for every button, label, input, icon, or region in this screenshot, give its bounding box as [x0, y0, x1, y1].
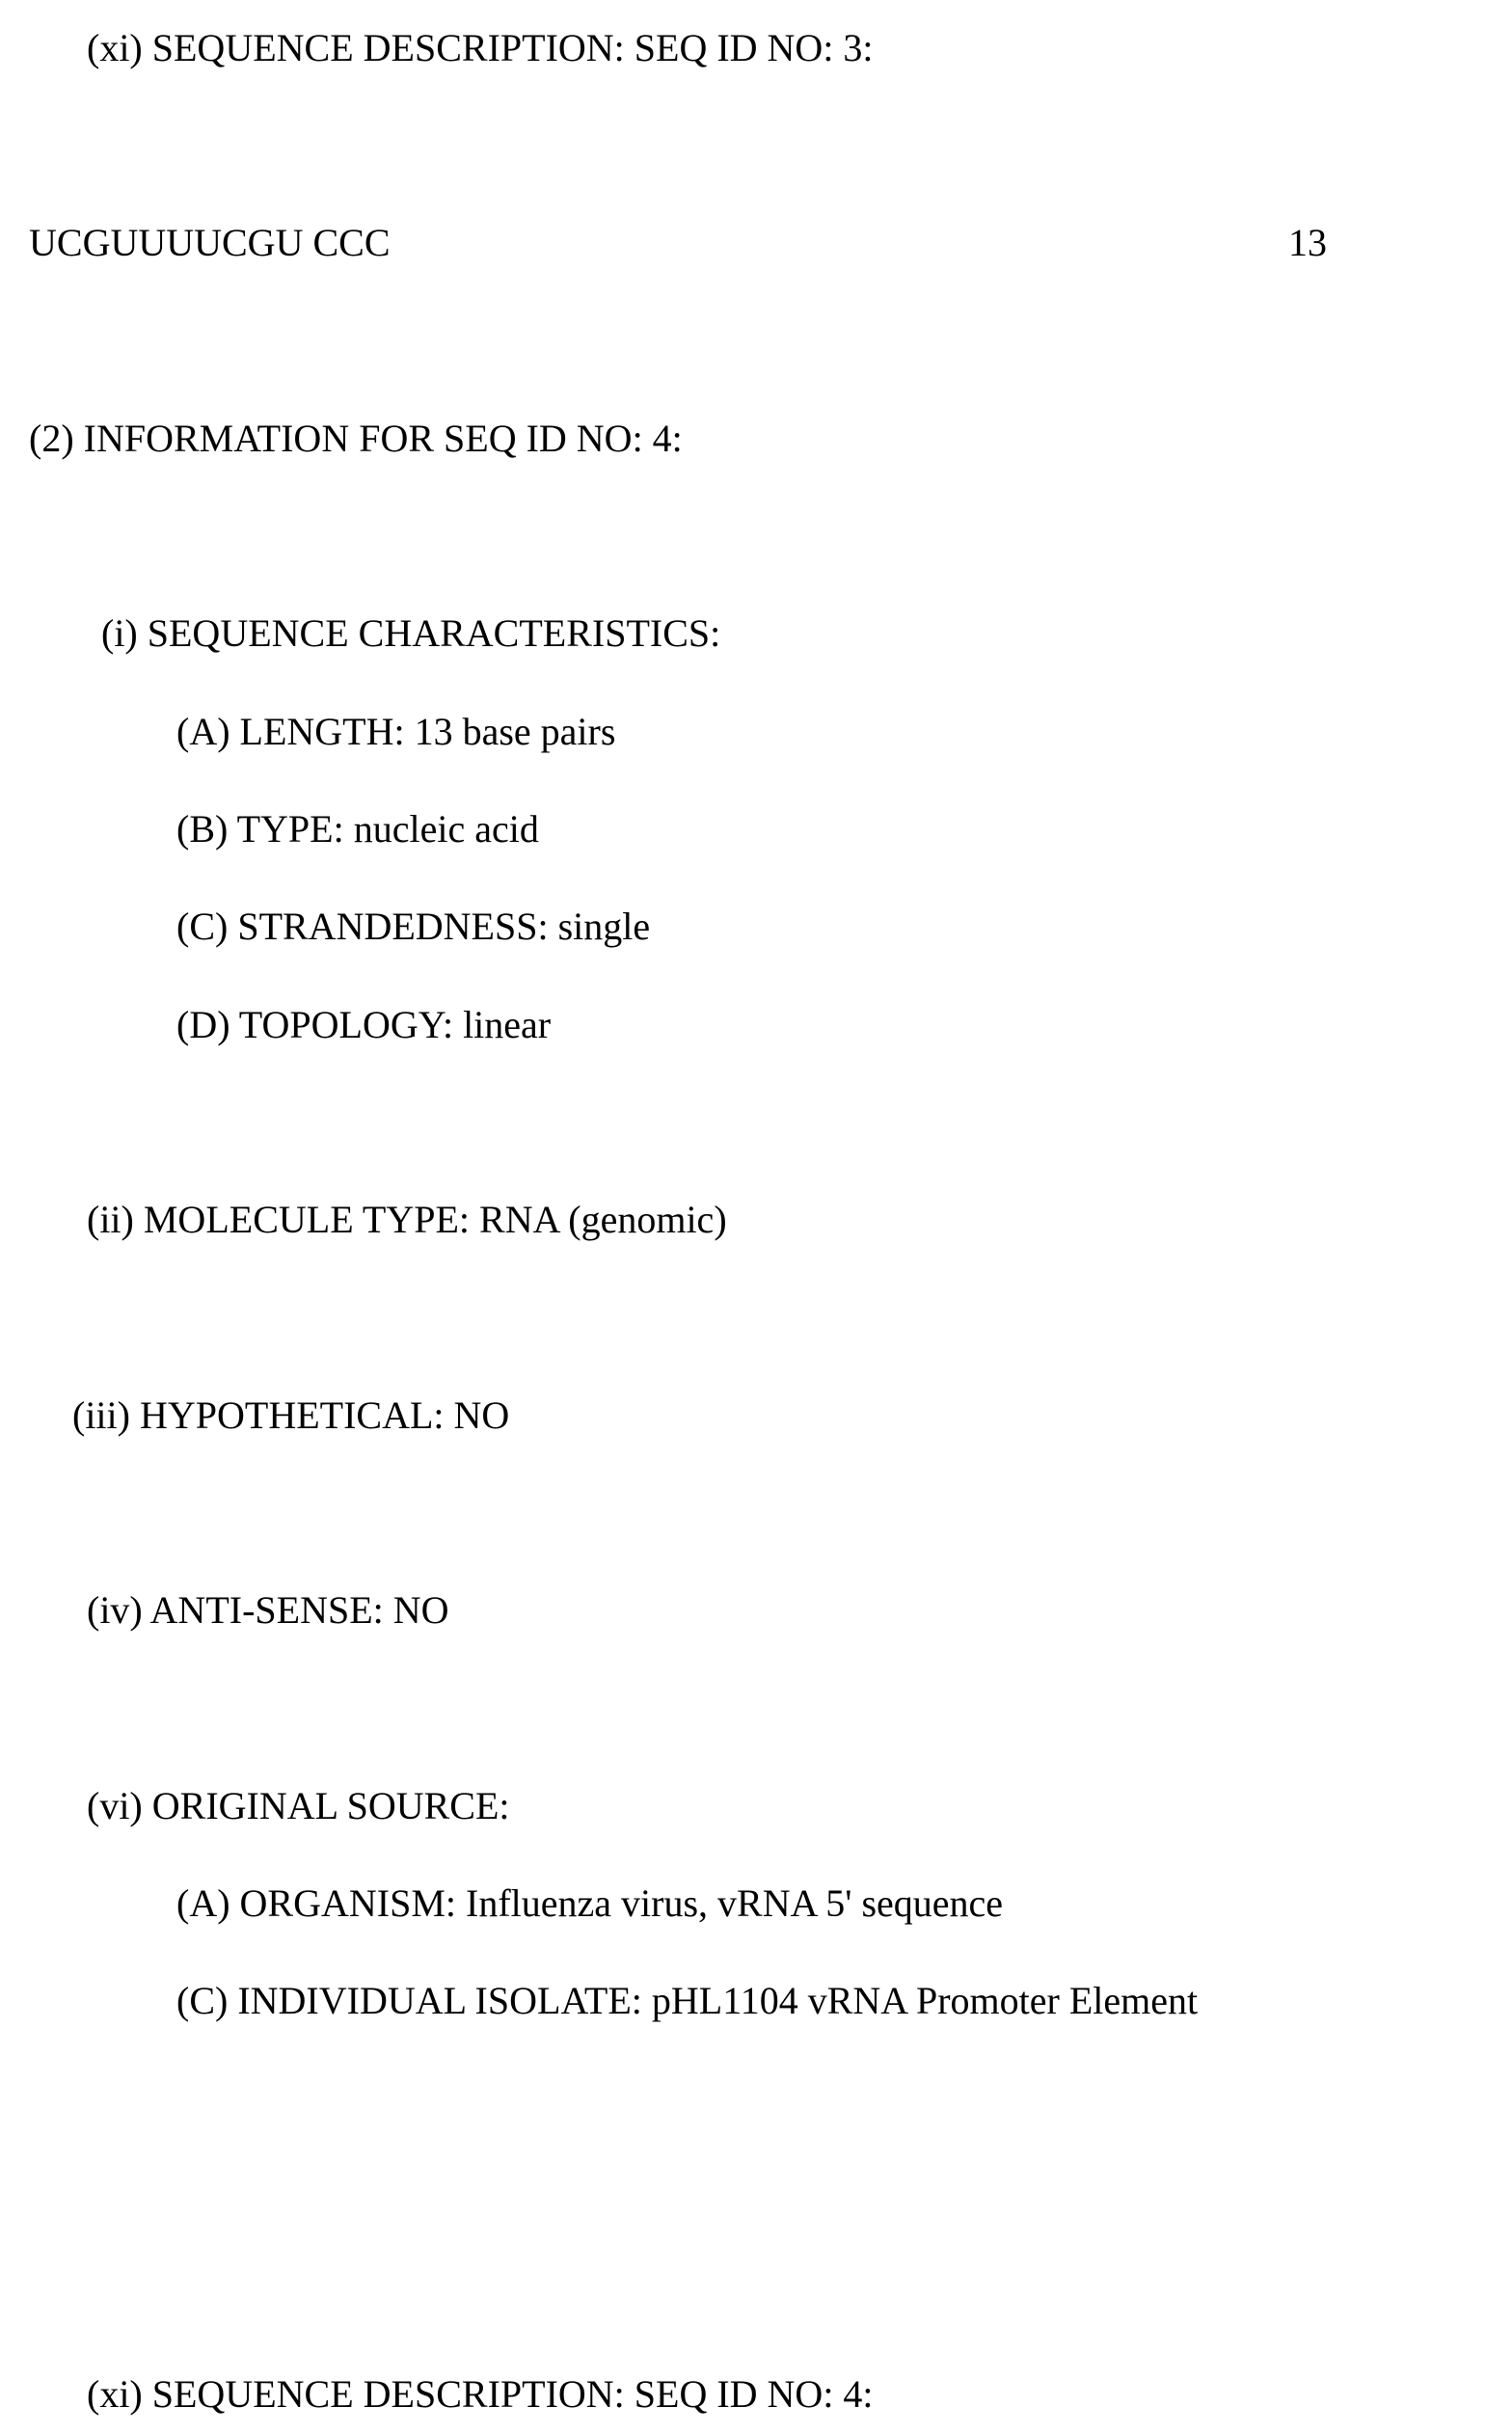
- seq4-original-source: (vi) ORIGINAL SOURCE:: [87, 1784, 510, 1828]
- seq4-topology: (D) TOPOLOGY: linear: [176, 1003, 551, 1047]
- seq3-description-heading: (xi) SEQUENCE DESCRIPTION: SEQ ID NO: 3:: [87, 26, 874, 70]
- seq4-characteristics-heading: (i) SEQUENCE CHARACTERISTICS:: [101, 611, 720, 656]
- seq4-strandedness: (C) STRANDEDNESS: single: [176, 905, 650, 949]
- seq4-anti-sense: (iv) ANTI-SENSE: NO: [87, 1588, 449, 1633]
- seq4-length: (A) LENGTH: 13 base pairs: [176, 710, 615, 754]
- seq4-hypothetical: (iii) HYPOTHETICAL: NO: [72, 1393, 509, 1438]
- seq4-description-heading: (xi) SEQUENCE DESCRIPTION: SEQ ID NO: 4:: [87, 2372, 874, 2417]
- seq3-sequence: UCGUUUUCGU CCC: [29, 221, 391, 265]
- seq3-sequence-length: 13: [1288, 221, 1327, 265]
- seq4-molecule-type: (ii) MOLECULE TYPE: RNA (genomic): [87, 1198, 727, 1242]
- seq4-organism: (A) ORGANISM: Influenza virus, vRNA 5' sequence: [176, 1881, 1003, 1926]
- seq4-type: (B) TYPE: nucleic acid: [176, 807, 539, 852]
- seq4-info-heading: (2) INFORMATION FOR SEQ ID NO: 4:: [29, 417, 683, 461]
- seq4-individual-isolate: (C) INDIVIDUAL ISOLATE: pHL1104 vRNA Promoter Element: [176, 1979, 1198, 2023]
